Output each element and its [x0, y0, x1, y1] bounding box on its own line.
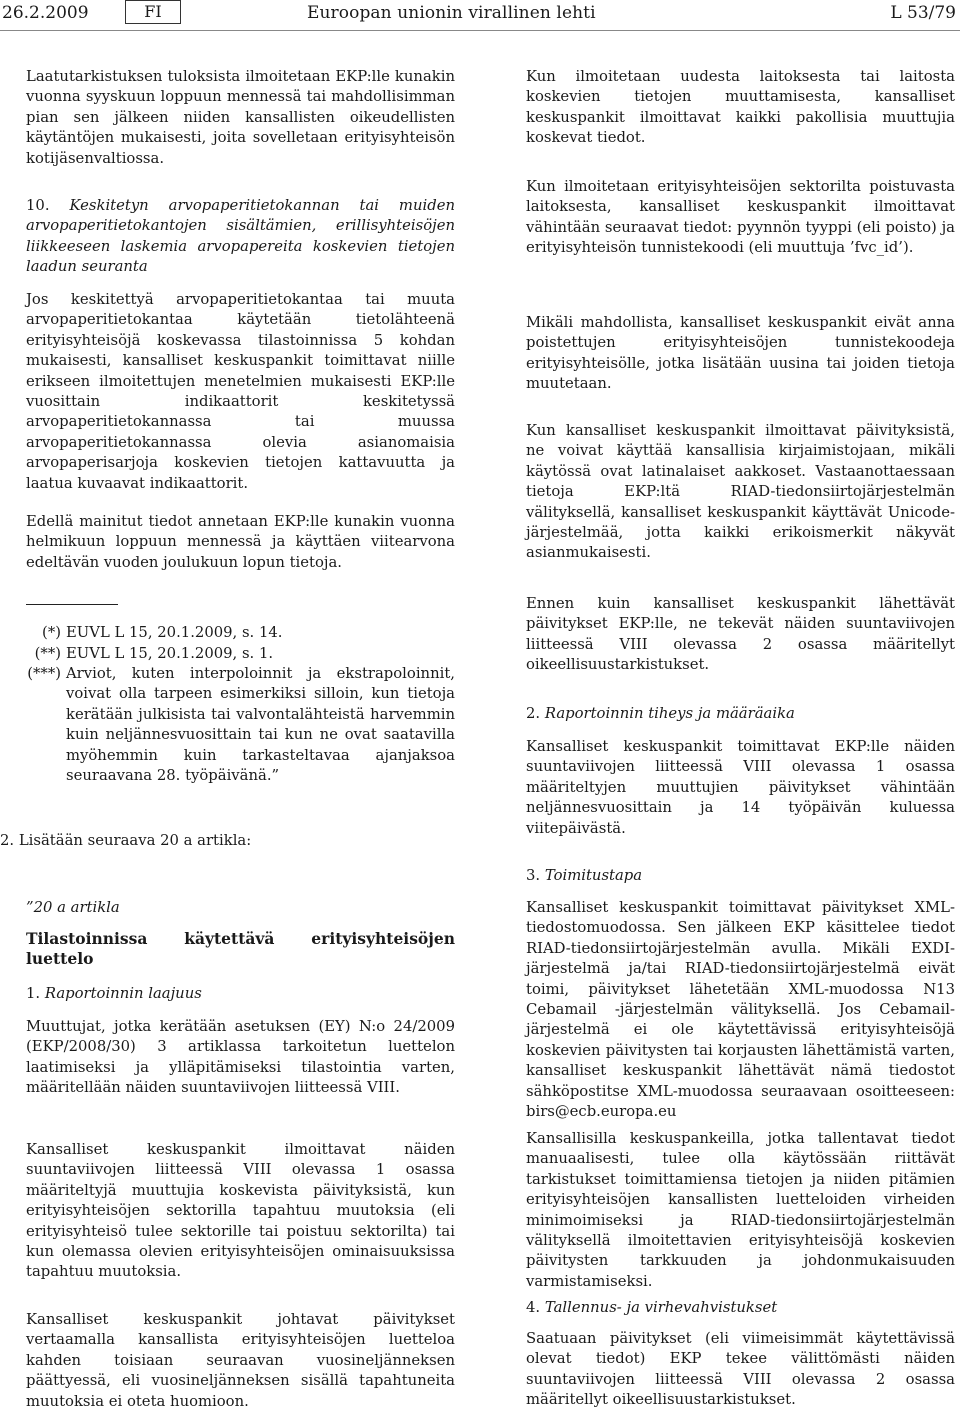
paragraph: Kansalliset keskuspankit ilmoittavat näiden suuntaviivojen liitteessä VIII olevassa 1 osassa määriteltyjä muuttujia koskevista päivityksistä, kun erityisyhteisöjen sektorilla tapahtuu muutoksia (eli erityisyhteisö tulee sektorille tai poistuu sektorilta) tai kun olemassa olevien erityisyhteisöjen ominaisuuksissa tapahtuu muutoksia. — [26, 1141, 455, 1281]
footnote-text: EUVL L 15, 20.1.2009, s. 1. — [66, 645, 274, 662]
paragraph: Kansalliset keskuspankit johtavat päivitykset vertaamalla kansallista erityisyhteisöjen luetteloa kahden toisiaan seuraavan vuosineljänneksen päättyessä, eli vuosineljänneksen sisällä tapahtuneita muutoksia ei oteta huomioon. — [26, 1311, 455, 1410]
amendment-item: 2. Lisätään seuraava 20 a artikla: — [0, 832, 252, 849]
paragraph: Kansalliset keskuspankit toimittavat päivitykset XML-tiedostomuodossa. Sen jälkeen EKP käsittelee tiedot RIAD-tiedonsiirtojärjestelmän avulla. Mikäli EXDI-järjestelmä ja/tai RIAD-tiedonsiirtojärjestelmä eivät toimi, päivitykset lähetetään XML-muodossa N13 Cebamail -järjestelmän välityksellä. Jos Cebamail-järjestelmä ei ole käytettävissä erityisyhteisöjä koskevien päivitysten tai korjausten lähettämistä varten, kansalliset keskuspankit lähettävät nämä tiedostot sähköpostitse XML-muodossa seuraavaan osoitteeseen: birs@ecb.europa.eu — [526, 899, 955, 1121]
header-divider — [0, 30, 960, 31]
section-heading-10 — [26, 196, 455, 278]
paragraph: Muuttujat, jotka kerätään asetuksen (EY) N:o 24/2009 (EKP/2008/30) 3 artiklassa tarkoitetun luettelon laatimiseksi ja ylläpitämiseksi tilastointia varten, määritellään näiden suuntaviivojen liitteessä VIII. — [26, 1018, 455, 1097]
paragraph: Ennen kuin kansalliset keskuspankit lähettävät päivitykset EKP:lle, ne tekevät näiden suuntaviivojen liitteessä VIII olevassa 2 osassa määritellyt oikeellisuustarkistukset. — [526, 595, 955, 674]
section-title: Tallennus- ja virhevahvistukset — [544, 1299, 778, 1316]
paragraph: Mikäli mahdollista, kansalliset keskuspankit eivät anna poistettujen erityisyhteisöjen tunnistekoodeja erityisyhteisölle, jotka lisätään uusina tai joiden tietoja muutetaan. — [526, 314, 955, 393]
section-number: 2. — [526, 705, 541, 722]
footnote — [26, 623, 455, 644]
section-heading-2 — [526, 704, 955, 724]
section-number: 4. — [526, 1299, 541, 1316]
footnote — [26, 664, 455, 788]
language-badge: FI — [125, 0, 181, 24]
issue-date: 26.2.2009 — [2, 3, 89, 23]
paragraph: Kansallisilla keskuspankeilla, jotka tallentavat tiedot manuaalisesti, tulee olla käytössään riittävät tarkistukset toimittamiensa tietojen ja niiden pitämien erityisyhteisöjen kansallisten luetteloiden virheiden minimoimiseksi ja RIAD-tiedonsiirtojärjestelmän välityksellä ilmoitettavien erityisyhteisöjä koskevien päivitysten tarkkuuden ja johdonmukaisuuden varmistamiseksi. — [526, 1130, 955, 1290]
footnote-divider — [26, 604, 118, 605]
paragraph: Saatuaan päivitykset (eli viimeisimmät käytettävissä olevat tiedot) EKP tekee välittömästi näiden suuntaviivojen liitteessä VIII olevassa 2 osassa määritellyt oikeellisuustarkistukset. — [526, 1330, 955, 1409]
footnote-mark: (**) — [34, 645, 61, 662]
section-number: 1. — [26, 985, 41, 1002]
page-header — [0, 0, 960, 28]
footnote-text: EUVL L 15, 20.1.2009, s. 14. — [66, 624, 283, 641]
paragraph: Kun kansalliset keskuspankit ilmoittavat päivityksistä, ne voivat käyttää kansallisia kirjaimistojaan, mikäli käytössä ovat latinalaiset aakkoset. Vastaanottaessaan tietoja EKP:ltä RIAD-tiedonsiirtojärjestelmän välityksellä, kansalliset keskuspankit käyttävät Unicode-järjestelmää, jotta kaikki erikoismerkit näkyvät asianmukaisesti. — [526, 422, 955, 562]
paragraph: Kun ilmoitetaan erityisyhteisöjen sektorilta poistuvasta laitoksesta, kansalliset keskuspankit ilmoittavat vähintään seuraavat tiedot: pyynnön tyyppi (eli poisto) ja erityisyhteisön tunnistekoodi (eli muuttuja ’fvc_id’). — [526, 178, 955, 257]
footnote-mark: (***) — [27, 665, 61, 682]
article-title: Tilastoinnissa käytettävä erityisyhteisöjen luettelo — [26, 929, 455, 969]
journal-title: Euroopan unionin virallinen lehti — [307, 3, 596, 23]
section-title: Keskitetyn arvopaperitietokannan tai muiden arvopaperitietokantojen sisältämien, erillisyhteisöjen liikkeeseen laskemia arvopapereita koskevien tietojen laadun seuranta — [26, 197, 455, 276]
section-heading-4 — [526, 1298, 955, 1318]
section-title: Raportoinnin laajuus — [44, 985, 202, 1002]
paragraph: Laatutarkistuksen tuloksista ilmoitetaan EKP:lle kunakin vuonna syyskuun loppuun mennessä tai mahdollisimman pian sen jälkeen niiden kansallisten oikeudellisten käytäntöjen mukaisesti, joita sovelletaan erityisyhteisön kotijäsenvaltiossa. — [26, 68, 455, 167]
section-heading-1 — [26, 984, 455, 1004]
page-number: L 53/79 — [890, 3, 956, 23]
footnote-text: Arviot, kuten interpoloinnit ja ekstrapoloinnit, voivat olla tarpeen esimerkiksi silloin, kun tietoja kerätään julkisista tai valvontalähteistä harvemmin kuin neljännesvuosittain tai kun ne ovat saatavilla myöhemmin kuin tarkasteltavaa ajanjaksoa seuraavana 28. työpäivänä.” — [66, 665, 455, 785]
section-number: 3. — [526, 867, 541, 884]
paragraph: Jos keskitettyä arvopaperitietokantaa tai muuta arvopaperitietokantaa käytetään tietolähteenä erityisyhteisöjä koskevassa tilastoinnissa 5 kohdan mukaisesti, kansalliset keskuspankit toimittavat niille erikseen ilmoitettujen menetelmien mukaisesti EKP:lle vuosittain indikaattorit keskitetyssä arvopaperitietokannassa tai muussa arvopaperitietokannassa olevia asianomaisia arvopaperisarjoja koskevien tietojen kattavuutta ja laatua kuvaavat indikaattorit. — [26, 291, 455, 492]
paragraph: Edellä mainitut tiedot annetaan EKP:lle kunakin vuonna helmikuun loppuun mennessä ja käyttäen viitearvona edeltävän vuoden joulukuun lopun tietoja. — [26, 513, 455, 571]
section-title: Toimitustapa — [544, 867, 643, 884]
section-number: 10. — [26, 197, 50, 214]
paragraph: Kansalliset keskuspankit toimittavat EKP:lle näiden suuntaviivojen liitteessä VIII olevassa 1 osassa määriteltyjen muuttujien päivitykset vähintään neljännesvuosittain ja 14 työpäivän kuluessa viitepäivästä. — [526, 738, 955, 837]
footnote — [26, 644, 455, 665]
section-heading-3 — [526, 866, 955, 886]
footnote-mark: (*) — [42, 624, 61, 641]
paragraph: Kun ilmoitetaan uudesta laitoksesta tai laitosta koskevien tietojen muuttamisesta, kansalliset keskuspankit ilmoittavat kaikki pakollisia muuttujia koskevat tiedot. — [526, 68, 955, 147]
article-label: ”20 a artikla — [26, 899, 120, 916]
section-title: Raportoinnin tiheys ja määräaika — [544, 705, 795, 722]
